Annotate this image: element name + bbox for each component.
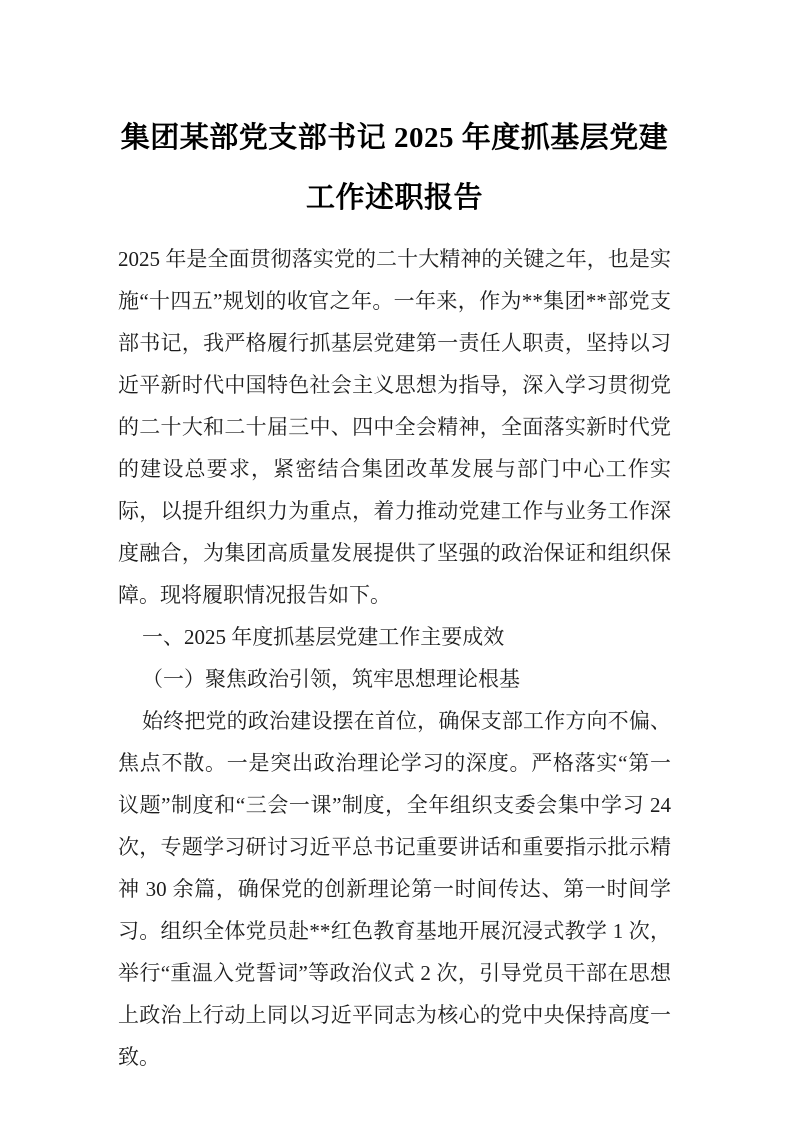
- intro-paragraph: 2025 年是全面贯彻落实党的二十大精神的关键之年，也是实施“十四五”规划的收官之年。一年来，作为**集团**部党支部书记，我严格履行抓基层党建第一责任人职责，坚持以习近平新时代中国特色社会主义思想为指导，深入学习贯彻党的二十大和二十届三中、四中全会精神，全面落实新时代党的建设总要求，紧密结合集团改革发展与部门中心工作实际，以提升组织力为重点，着力推动党建工作与业务工作深度融合，为集团高质量发展提供了坚强的政治保证和组织保障。现将履职情况报告如下。: [118, 247, 671, 607]
- section-body-paragraph: 始终把党的政治建设摆在首位，确保支部工作方向不偏、焦点不散。一是突出政治理论学习的深度。严格落实“第一议题”制度和“三会一课”制度，全年组织支委会集中学习 24 次，专题学习研讨习近平总书记重要讲话和重要指示批示精神 30 余篇，确保党的创新理论第一时间传达、第一时间学习。组织全体党员赴**红色教育基地开展沉浸式教学 1 次，举行“重温入党誓词”等政治仪式 2 次，引导党员干部在思想上政治上行动上同以习近平同志为核心的党中央保持高度一致。: [118, 709, 671, 1069]
- subsection-heading-1-1: （一）聚焦政治引领，筑牢思想理论根基: [142, 667, 520, 691]
- section-heading-1: 一、2025 年度抓基层党建工作主要成效: [142, 625, 505, 649]
- document-title: 集团某部党支部书记 2025 年度抓基层党建工作述职报告: [120, 122, 669, 214]
